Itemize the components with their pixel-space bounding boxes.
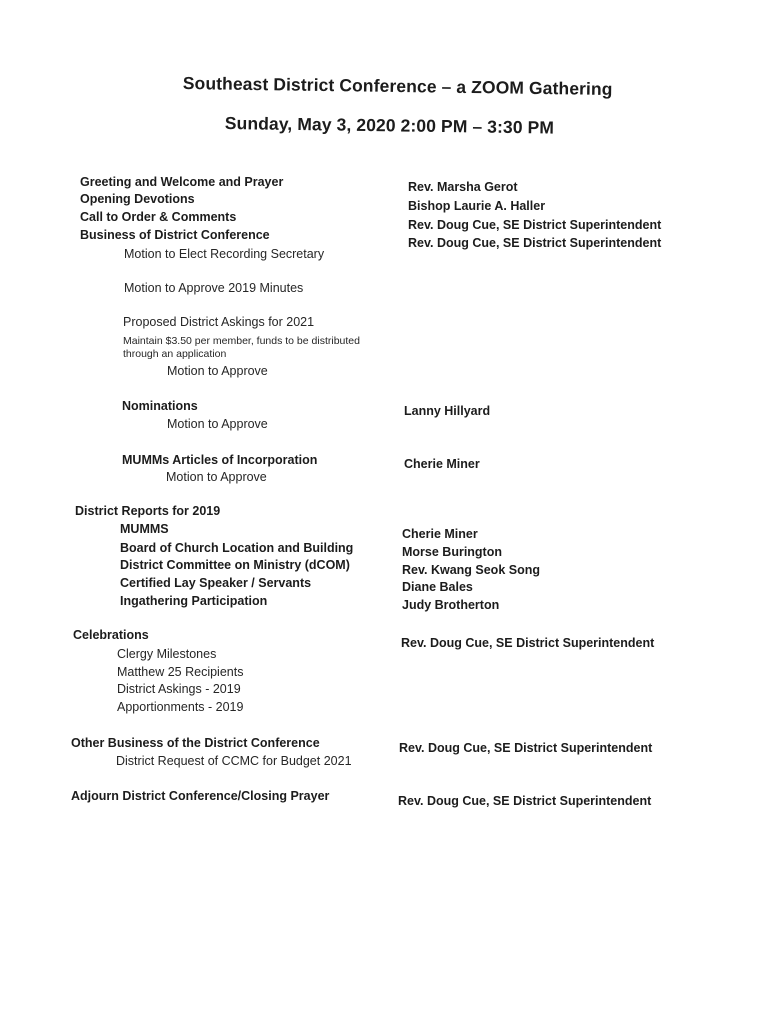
motion-elect-secretary: Motion to Elect Recording Secretary — [124, 247, 325, 261]
presenter-call-to-order: Rev. Doug Cue, SE District Superintendent — [408, 218, 662, 232]
mumms-articles-motion: Motion to Approve — [166, 470, 267, 484]
agenda-item-devotions: Opening Devotions — [80, 192, 195, 206]
report-item: Board of Church Location and Building — [120, 541, 354, 555]
presenter-devotions: Bishop Laurie A. Haller — [408, 199, 546, 213]
nominations-motion: Motion to Approve — [167, 417, 268, 431]
other-business-presenter: Rev. Doug Cue, SE District Superintendent — [399, 741, 653, 755]
date-line: Sunday, May 3, 2020 2:00 PM – 3:30 PM — [224, 113, 555, 138]
report-item: Certified Lay Speaker / Servants — [120, 576, 312, 590]
agenda-item-greeting: Greeting and Welcome and Prayer — [80, 175, 284, 189]
askings-motion: Motion to Approve — [167, 364, 268, 378]
other-business-heading: Other Business of the District Conference — [71, 736, 320, 750]
presenter-business: Rev. Doug Cue, SE District Superintendent — [408, 236, 662, 250]
motion-approve-minutes: Motion to Approve 2019 Minutes — [124, 281, 304, 295]
report-item: MUMMS — [120, 522, 169, 536]
report-presenter: Rev. Kwang Seok Song — [402, 563, 540, 577]
page-title: Southeast District Conference – a ZOOM Gathering — [182, 73, 613, 99]
celebration-item: Apportionments - 2019 — [117, 700, 244, 714]
celebration-item: District Askings - 2019 — [117, 682, 241, 696]
adjourn-heading: Adjourn District Conference/Closing Prayer — [71, 789, 330, 803]
reports-heading: District Reports for 2019 — [75, 504, 221, 518]
adjourn-presenter: Rev. Doug Cue, SE District Superintendent — [398, 794, 652, 808]
other-business-item: District Request of CCMC for Budget 2021 — [116, 754, 352, 768]
report-presenter: Judy Brotherton — [402, 598, 500, 612]
celebration-item: Matthew 25 Recipients — [117, 665, 244, 679]
mumms-articles-heading: MUMMs Articles of Incorporation — [122, 453, 318, 467]
report-item: Ingathering Participation — [120, 594, 268, 608]
report-item: District Committee on Ministry (dCOM) — [120, 558, 350, 572]
celebrations-presenter: Rev. Doug Cue, SE District Superintendent — [401, 636, 655, 650]
nominations-presenter: Lanny Hillyard — [404, 404, 491, 418]
askings-heading: Proposed District Askings for 2021 — [123, 315, 315, 329]
askings-detail-2: through an application — [123, 348, 227, 360]
report-presenter: Morse Burington — [402, 545, 502, 559]
askings-detail-1: Maintain $3.50 per member, funds to be distributed — [123, 335, 360, 347]
presenter-greeting: Rev. Marsha Gerot — [408, 180, 518, 194]
nominations-heading: Nominations — [122, 399, 198, 413]
mumms-articles-presenter: Cherie Miner — [404, 457, 480, 471]
celebration-item: Clergy Milestones — [117, 647, 217, 661]
celebrations-heading: Celebrations — [73, 628, 149, 642]
report-presenter: Cherie Miner — [402, 527, 478, 541]
agenda-item-call-to-order: Call to Order & Comments — [80, 210, 237, 224]
agenda-item-business: Business of District Conference — [80, 228, 270, 242]
report-presenter: Diane Bales — [402, 580, 473, 594]
